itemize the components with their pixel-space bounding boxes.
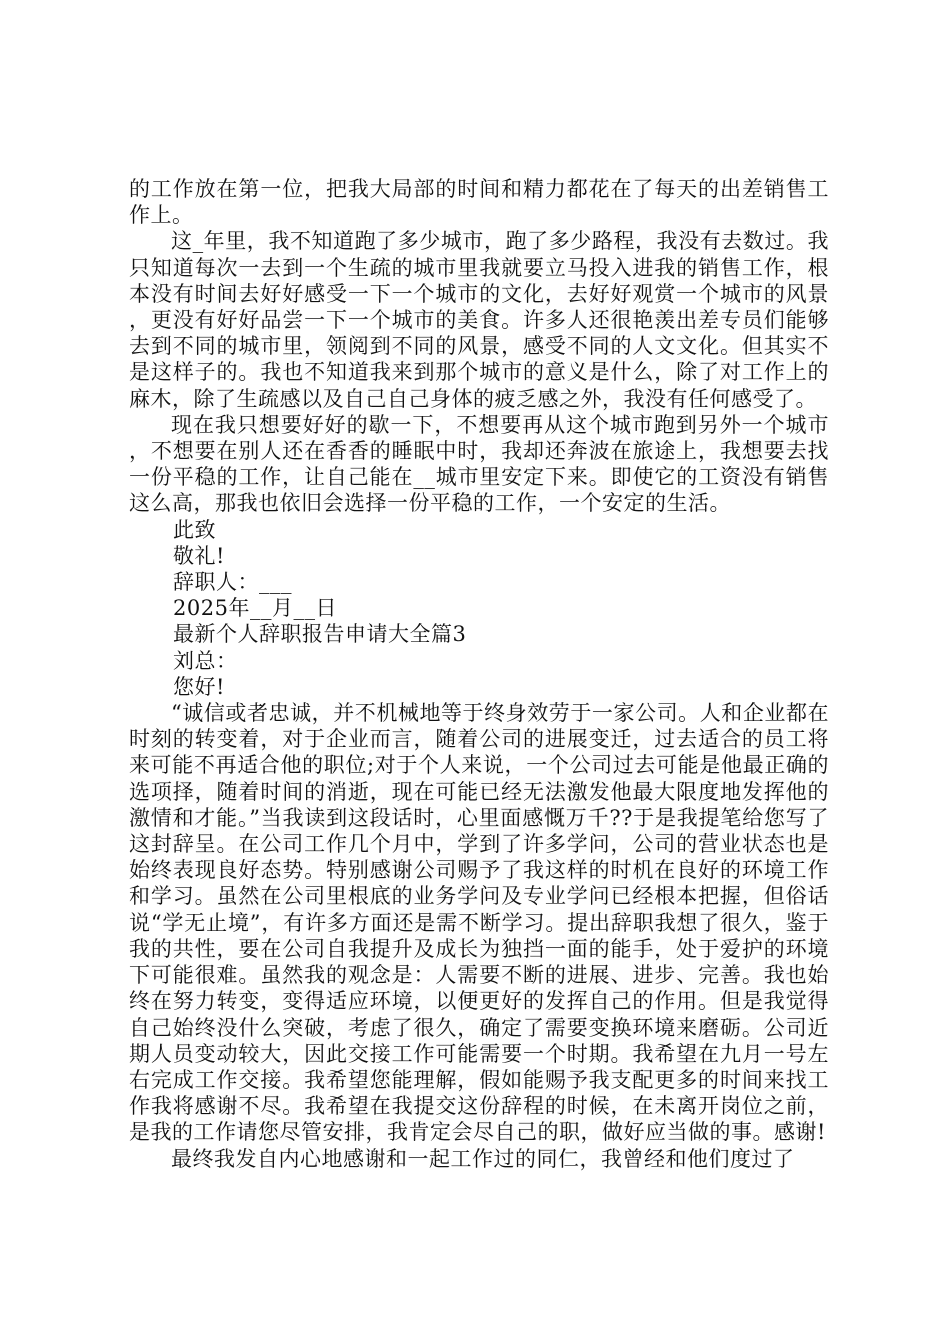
paragraph-wish: 现在我只想要好好的歇一下，不想要再从这个城市跑到另外一个城市，不想要在别人还在香香的睡眠中时，我却还奔波在旅途上，我想要去找一份平稳的工作，让自己能在__城市里安定下来。即使它的工资没有销售这么高，那我也依旧会选择一份平稳的工作，一个安定的生活。 [129, 412, 829, 516]
closing-line: 此致 [173, 517, 216, 542]
document-text [129, 176, 829, 1172]
date-line: 2025年__月__日 [173, 596, 337, 621]
letter-body: “诚信或者忠诚，并不机械地等于终身效劳于一家公司。人和企业都在时刻的转变着，对于企业而言，随着公司的进展变迁，过去适合的员工将来可能不再适合他的职位;对于个人来说，一个公司过去可能是他最正确的选项择，随着时间的消逝，现在可能已经无法激发他最大限度地发挥他的激情和才能。”当我读到这段话时，心里面感慨万千??于是我提笔给您写了这封辞呈。在公司工作几个月中，学到了许多学问，公司的营业状态也是始终表现良好态势。特别感谢公司赐予了我这样的时机在良好的环境工作和学习。虽然在公司里根底的业务学问及专业学问已经根本把握，但俗话说“学无止境”，有许多方面还是需不断学习。提出辞职我想了很久，鉴于我的共性，要在公司自我提升及成长为独挡一面的能手，处于爱护的环境下可能很难。虽然我的观念是：人需要不断的进展、进步、完善。我也始终在努力转变，变得适应环境，以便更好的发挥自己的作用。但是我觉得自己始终没什么突破，考虑了很久，确定了需要变换环境来磨砺。公司近期人员变动较大，因此交接工作可能需要一个时期。我希望在九月一号左右完成工作交接。我希望您能理解，假如能赐予我支配更多的时间来找工作我将感谢不尽。我希望在我提交这份辞程的时候，在未离开岗位之前，是我的工作请您尽管安排，我肯定会尽自己的职，做好应当做的事。感谢! [129, 701, 829, 1145]
paragraph-cities: 这_年里，我不知道跑了多少城市，跑了多少路程，我没有去数过。我只知道每次一去到一个生疏的城市里我就要立马投入进我的销售工作，根本没有时间去好好感受一下一个城市的文化，去好好观赏一个城市的风景，更没有好好品尝一下一个城市的美食。许多人还很艳羡出差专员们能够去到不同的城市里，领阅到不同的风景，感受不同的人文文化。但其实不是这样子的。我也不知道我来到那个城市的意义是什么，除了对工作上的麻木，除了生疏感以及自己自己身体的疲乏感之外，我没有任何感受了。 [129, 229, 829, 411]
greeting-line: 您好! [173, 674, 225, 699]
paragraph-continued: 的工作放在第一位，把我大局部的时间和精力都花在了每天的出差销售工作上。 [129, 177, 829, 228]
recipient-line: 刘总： [173, 648, 238, 673]
signer-line: 辞职人：___ [173, 570, 292, 595]
section-title: 最新个人辞职报告申请大全篇3 [173, 622, 467, 647]
final-paragraph: 最终我发自内心地感谢和一起工作过的同仁，我曾经和他们度过了 [171, 1146, 795, 1171]
salute-line: 敬礼! [173, 543, 225, 568]
